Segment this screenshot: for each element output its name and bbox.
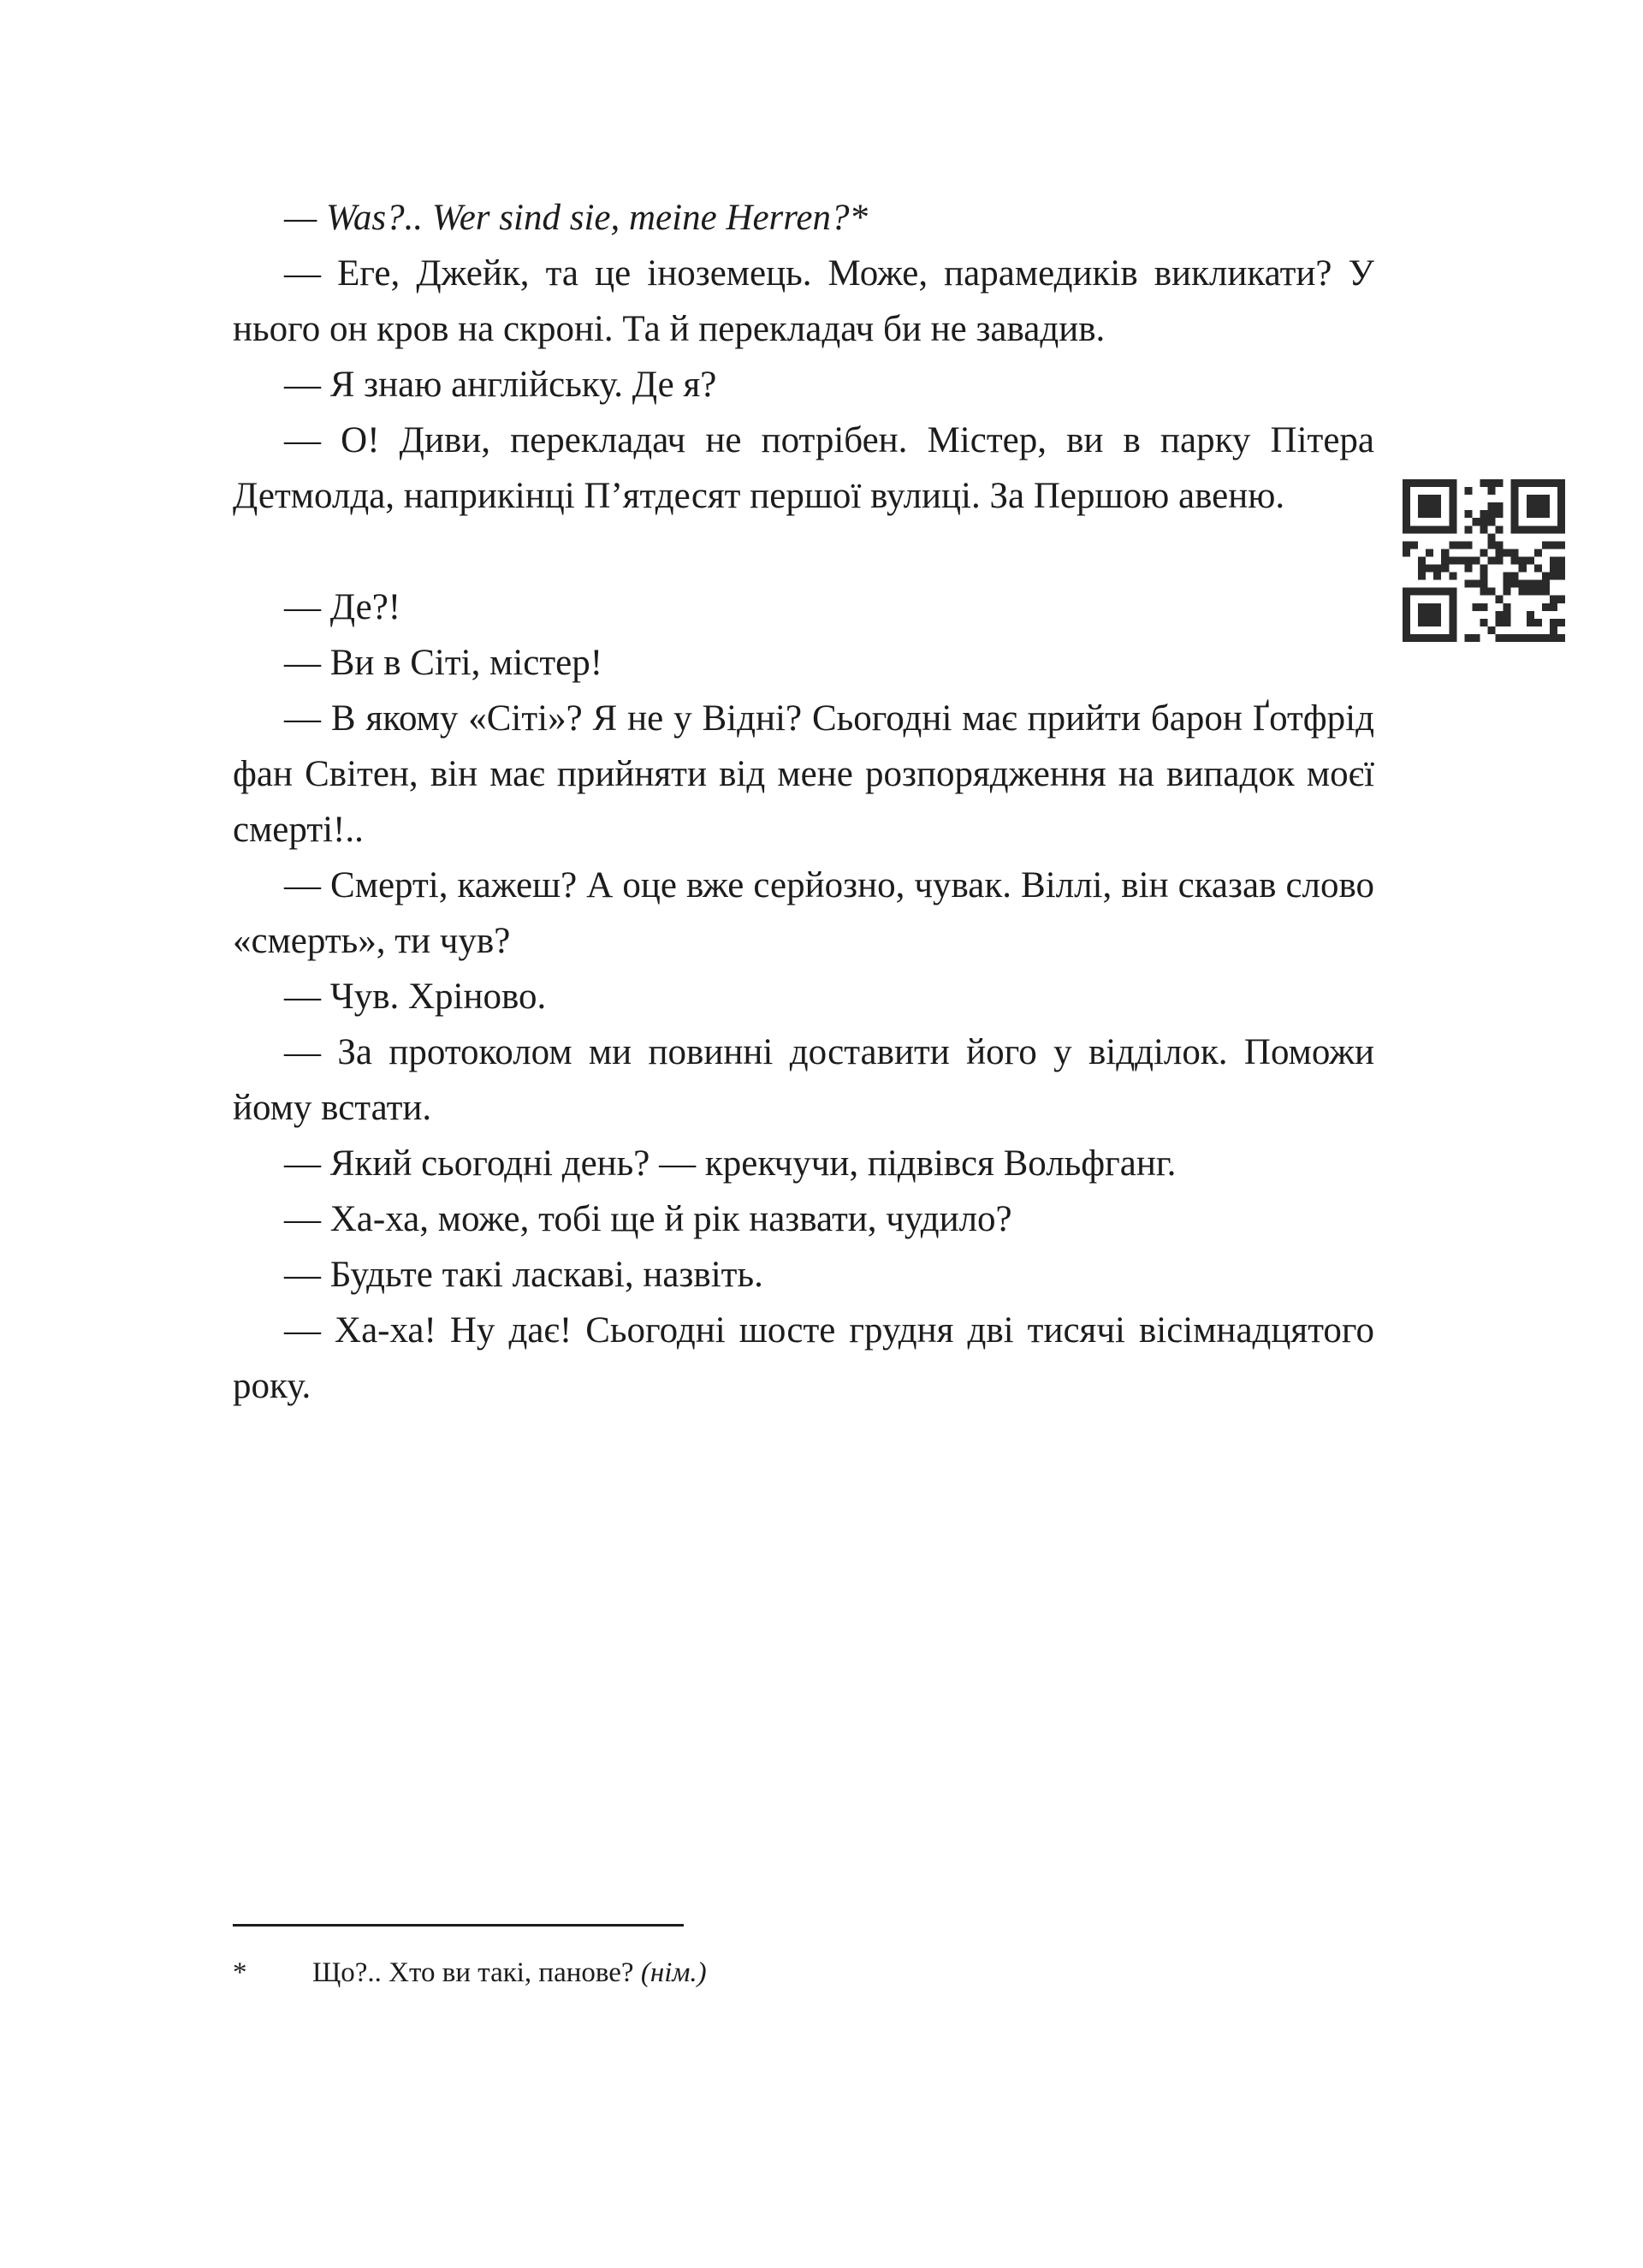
- paragraph: — Чув. Хріново.: [284, 977, 547, 1017]
- footnote-text: Що?.. Хто ви такі, панове?: [312, 1957, 634, 1988]
- paragraph: — Який сьогодні день? — крекчучи, підвівся Вольфганг.: [284, 1143, 1177, 1184]
- footnote-language-note: (нім.): [640, 1957, 707, 1988]
- paragraph: — За протоколом ми повинні доставити його у відділок. Поможи йому встати.: [233, 1032, 1374, 1128]
- paragraph: — Смерті, кажеш? А оце вже серйозно, чувак. Віллі, він сказав слово «смерть», ти чув?: [233, 865, 1374, 961]
- footnote-marker: *: [233, 1957, 247, 1988]
- qr-code-image: [1403, 479, 1565, 642]
- paragraph: — Ви в Сіті, містер!: [284, 643, 603, 683]
- qr-code: [1403, 479, 1565, 642]
- paragraph: — Я знаю англійську. Де я?: [284, 365, 717, 405]
- paragraph: — В якому «Сіті»? Я не у Відні? Сьогодні має прийти барон Ґотфрід фан Світен, він має прийняти від мене розпорядження на випадок моєї смерті!..: [233, 698, 1374, 850]
- paragraph: — О! Диви, перекладач не потрібен. Містер, ви в парку Пітера Детмолда, наприкінці П’ятдесят першої вулиці. За Першою авеню.: [233, 420, 1374, 516]
- paragraph: — Was?.. Wer sind sie, meine Herren?*: [284, 198, 868, 238]
- footnote: [233, 1955, 1374, 1991]
- footnote-divider: [233, 1924, 684, 1927]
- text-block: [233, 190, 1374, 1414]
- paragraph: — Ха-ха, може, тобі ще й рік назвати, чудило?: [284, 1199, 1012, 1239]
- paragraph: — Будьте такі ласкаві, назвіть.: [284, 1255, 763, 1295]
- paragraph: — Ха-ха! Ну дає! Сьогодні шосте грудня дві тисячі вісімнадцятого року.: [233, 1310, 1374, 1406]
- paragraph: — Де?!: [284, 587, 401, 627]
- paragraph: — Еге, Джейк, та це іноземець. Може, парамедиків викликати? У нього он кров на скроні. Та й перекладач би не завадив.: [233, 253, 1374, 349]
